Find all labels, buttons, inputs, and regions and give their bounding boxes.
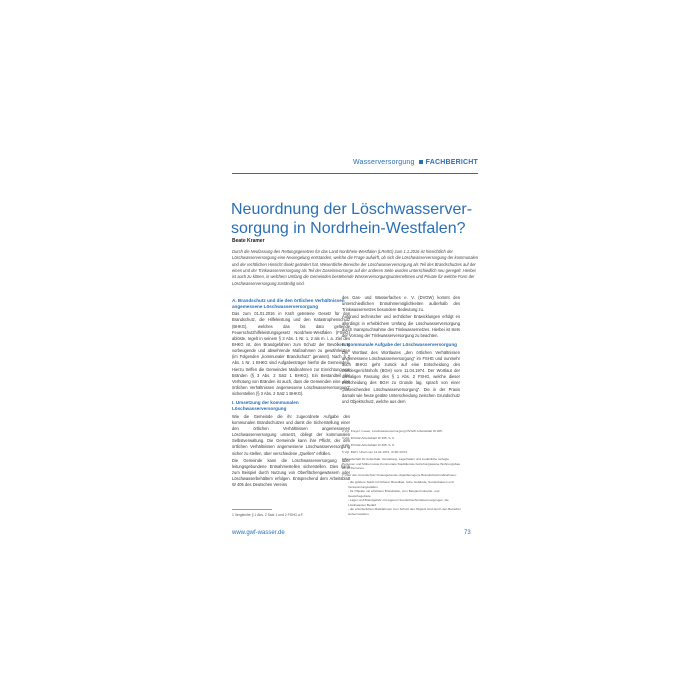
left-column	[232, 295, 350, 489]
category-label: FACHBERICHT	[425, 159, 478, 166]
section-label: Wasserversorgung	[352, 159, 415, 166]
square-icon	[419, 160, 423, 164]
article-title: Neuordnung der Löschwasserver-sorgung in Nordrhein-Westfalen?	[231, 200, 473, 237]
section-heading-2: II. Kommunale Aufgabe der Löschwasserversorgung	[342, 342, 457, 348]
right-column	[342, 295, 460, 406]
section-heading-a: A. Brandschutz und die den örtlichen Verhältnissen angemessene Löschwasserversorgung	[232, 298, 345, 309]
footer-url-link[interactable]: www.gwf-wasser.de	[232, 530, 285, 536]
paragraph: Das zum 01.01.2016 in Kraft getretene Gesetz für den Brandschutz, die Hilfeleistung und den Katastrophenschutz (BHKG), welches das bis dato geltende Feuerschutzhilfeleistungsgesetz Nordrhein-Westfalen (FSHG) ablöste, regelt in seinem § 3 Abs. 1 Nr. 1, 2 als m. i. a. Ziel des BHKG ist, den Brandgefahren zum Schutz der Bevölkerung vorbeugende und abwehrende Maßnahmen zu gewährleisten (im Folgenden „kommunaler Brandschutz“ genannt). Nach § 2 Abs. 1 Nr. 1 BHKG sind Aufgabenträger hierfür die Gemeinden. Hierzu treffen die Gemeinden Maßnahmen zur Einrichtung von Bränden (§ 3 Abs. 2 Satz 1 BHKG). Ein Bestandteil der Verhütung von Bränden ist auch, dass die Gemeinden eine „den örtlichen Verhältnissen angemessene Löschwasserversorgung“ sicherstellen (§ 3 Abs. 2 Satz 1 BHKG).	[232, 311, 350, 397]
footnote-left: 1 Vergleiche § 1 Abs. 2 Satz 1 und 2 FSHG a.F.	[232, 513, 304, 517]
footnote: 5 Vgl. BGH, Urteil vom 11.04.1974, III ZR 20/72.	[342, 450, 408, 454]
footnote: 7 Über den Grundschutz hinausgehende objektbezogene Brandschutzmaßnahmen:	[342, 473, 457, 477]
footnote-sub-item: - Lager und Brandgefahr mit eigenen Sonderlöschmittelversorgungen, die Löschwasser Bedarf	[348, 498, 449, 507]
footnote: 2 Vgl. Kreyer / Lauer, Löschwasserversorgung DVGW Arbeitsblatt W 405.	[342, 429, 443, 433]
footnote: 3 Vgl. DVGW-Arbeitsblatt W 405, S. 6.	[342, 436, 395, 440]
paragraph: Der Wortlaut des Wortlautes „den örtlichen Verhältnissen angemessene Löschwasserversorgung“ im FSHG und nunmehr auch BHKG geht zurück auf eine Entscheidung des Bundesgerichtshofs (BGH) vom 11.04.1974. Der Wortlaut der damaligen Fassung des § 1 Abs. 2 FSHG, welche dieser Entscheidung des BGH zu Grunde lag, sprach von einer „ausreichenden Löschwasserversorgung“. Die in der Praxis damals wie heute geübte Unterscheidung zwischen Grundschutz und Objektschutz, welche aus dem	[342, 349, 460, 404]
article-abstract: Durch die Neufassung des Rettungsgesetzes für das Land Nordrhein-Westfalen (LRettG) zum 1.1.2016 ist hinsichtlich der Löschwasserversorgung eine Neuregelung entstanden, welche die Frage aufwirft, ob sich die Löschwasserversorgung der kommunalen und der rechtlichen Hinsicht direkt geändert hat. Wesentliche Bereiche der Löschwasserversorgung als Teil des Brandschutzes auf der einen und der Trinkwasserversorgung als Teil der Daseinsvorsorge auf der anderen Seite wurden unterschiedlich neu geregelt. Hierbei ist auch zu klären, in welchem Umfang die Gemeinden bestehende Wasserversorgungsunternehmen und Private für welche Form der Löschwasserversorgung zuständig sind.	[232, 249, 478, 286]
footnote-sub-item: - für Objekte mit erhöhtem Brandrisiko, zum Beispiel Industrie- und Gewerbegebiete	[348, 489, 440, 498]
footnotes-right	[342, 429, 462, 516]
section-header	[353, 159, 478, 166]
paragraph: Die Gemeinde kann die Löschwasserversorgung über leitungsgebundene Entnahmestellen sicherstellen. Dies kann zum Beispiel durch Nutzung von Oberflächengewässern oder Löschwasserbehältern erfolgen. Entsprechend dem Arbeitsblatt W 405 des Deutschen Vereins	[232, 457, 350, 488]
footnote: 6 Bereitschaft für Aufenthalt, Verwaltung, Lagerhallen und zusätzliche verlegte Personen und Möbel sowie Kommunale Stadtdienste beziehungsweise Wohnungsbau ab 18 Personen.	[342, 457, 461, 470]
page-number: 73	[464, 530, 471, 536]
footnote-sub-item: - die erforderlichen Maßnahmen zum Schutz des Objekts sind durch den Betreiber sicherzustellen.	[348, 507, 461, 516]
article-author: Beate Kramer	[232, 238, 265, 244]
section-heading-1: I. Umsetzung der kommunalen Löschwasserversorgung	[232, 400, 299, 411]
header-divider	[232, 173, 478, 174]
paragraph: Aufgrund technischer und rechtlicher Entwicklungen erfolgt es allerdings in erheblichem Umfang die Löschwasserversorgung durch Inanspruchnahme des Trinkwassernetzes. Hierbei ist stets der Vorrang der Trinkwasserversorgung zu beachten.	[342, 314, 460, 338]
footnote-sub-item: - die größere Stadt mit höherer Brandlast, hohe Gebäude, Sonderbauten und Versammlungsstätten	[348, 480, 454, 489]
footnote: 4 Vgl. DVGW-Arbeitsblatt W 405, S. 8.	[342, 443, 395, 447]
paragraph: Wie die Gemeinde die ihr zugeordnete Aufgabe des kommunalen Brandschutzes und damit die Sicherstellung einer den örtlichen Verhältnissen angemessenen Löschwasserversorgung umsetzt, obliegt der kommunalen Selbstverwaltung. Die Gemeinde kann ihre Pflicht, der den örtlichen Verhältnissen angemessene Löschwasserversorgung sicher zu stellen, über verschiedene „Quellen“ erfüllen.	[232, 413, 350, 456]
paragraph: des Gas- und Wasserfaches e. V. (DVGW) kommt den unterschiedlichen Entnahmemöglichkeiten außerhalb des Trinkwassernetzes besondere Bedeutung zu.	[342, 295, 460, 313]
footnote-divider	[232, 509, 272, 510]
